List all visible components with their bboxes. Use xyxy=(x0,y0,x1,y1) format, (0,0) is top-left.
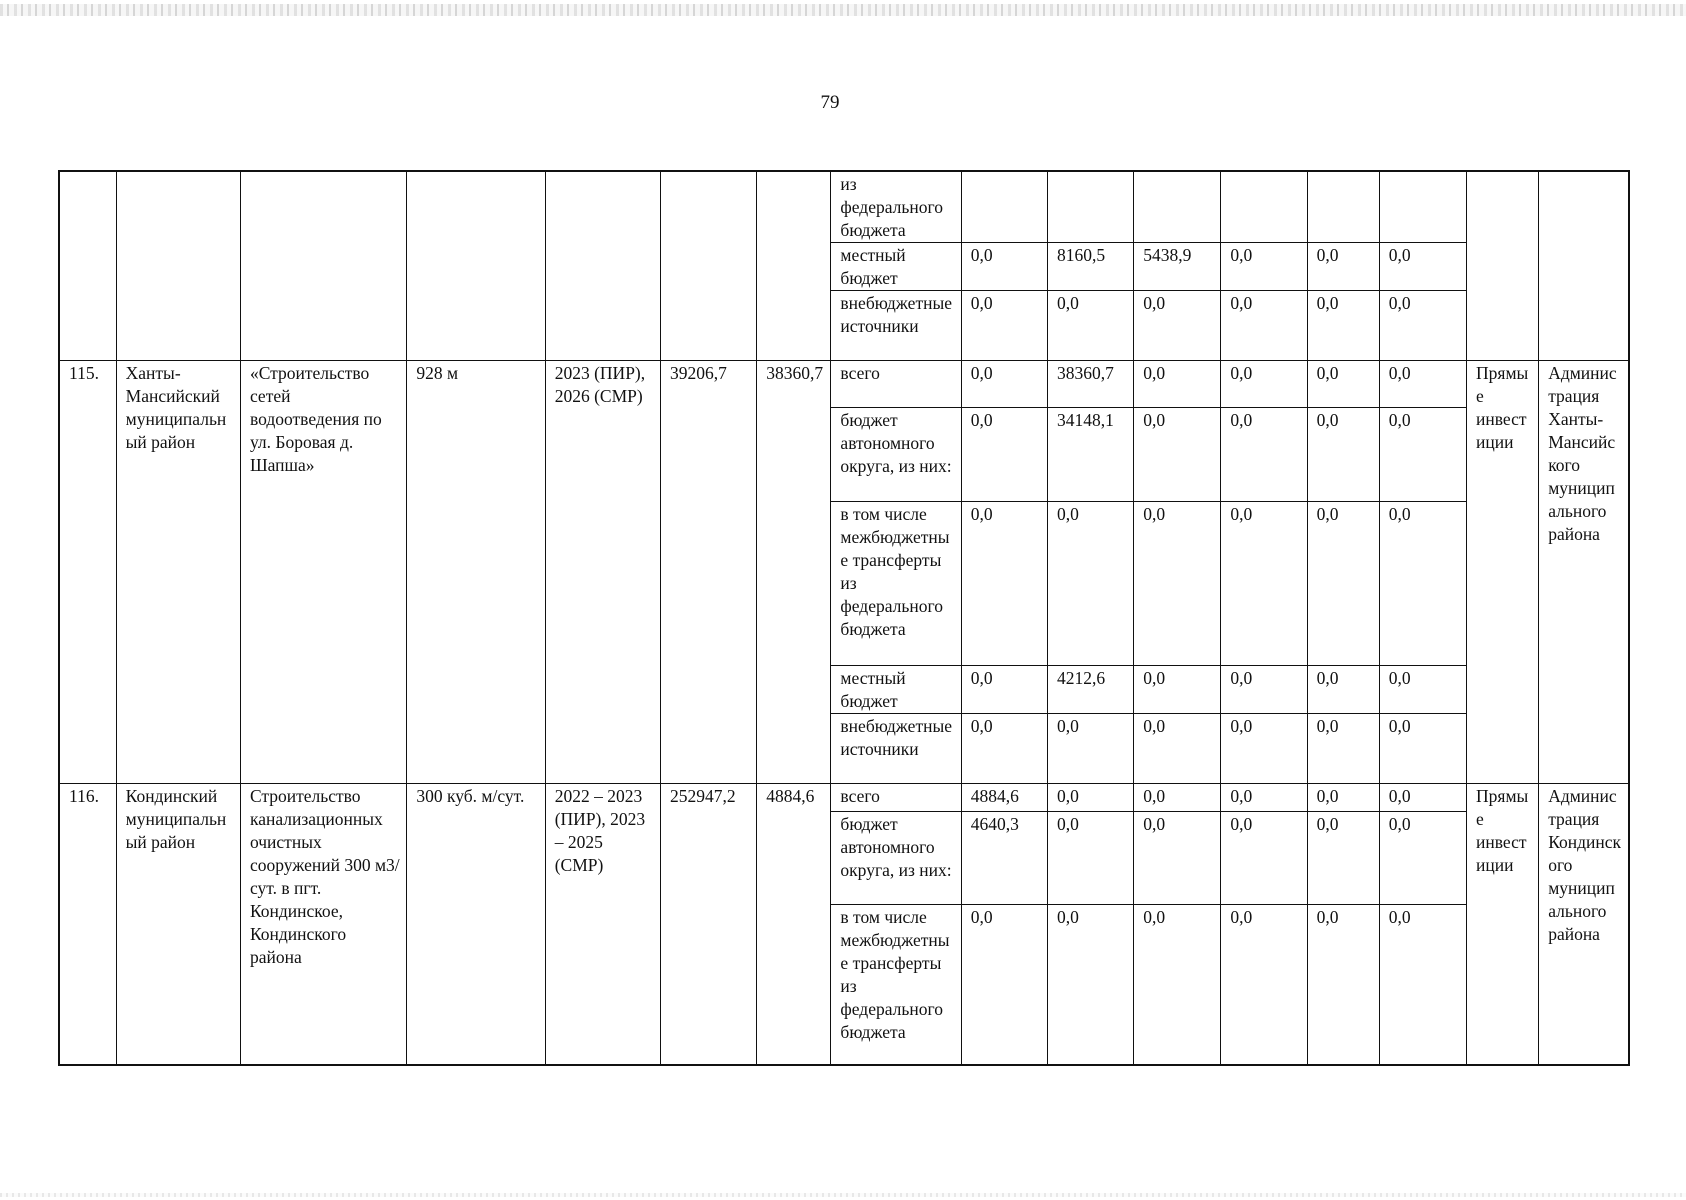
cell-value: 0,0 xyxy=(961,501,1047,665)
cell-value: 0,0 xyxy=(1379,501,1466,665)
cell-responsible: Администрация Кондинского муниципального района xyxy=(1539,783,1629,1065)
cell-value: 0,0 xyxy=(1221,501,1307,665)
cell-investment-form: Прямые инвестиции xyxy=(1467,783,1539,1065)
cell-remaining-cost: 38360,7 xyxy=(757,361,831,784)
cell-value xyxy=(1307,171,1379,243)
cell-value: 0,0 xyxy=(1307,501,1379,665)
cell-estimated-cost xyxy=(661,171,757,361)
cell-value: 0,0 xyxy=(1379,665,1466,713)
cell-estimated-cost: 252947,2 xyxy=(661,783,757,1065)
cell-value: 0,0 xyxy=(1307,783,1379,811)
cell-capacity: 928 м xyxy=(407,361,545,784)
cell-remaining-cost: 4884,6 xyxy=(757,783,831,1065)
scan-edge-bottom xyxy=(0,1193,1686,1197)
cell-value: 0,0 xyxy=(961,905,1047,1065)
cell-period xyxy=(545,171,660,361)
cell-value: 0,0 xyxy=(1307,408,1379,501)
cell-value: 0,0 xyxy=(1221,713,1307,783)
cell-value: 0,0 xyxy=(1047,812,1133,905)
cell-value: 0,0 xyxy=(1221,243,1307,291)
cell-source: внебюджетные источники xyxy=(831,291,961,361)
cell-source: местный бюджет xyxy=(831,243,961,291)
cell-value: 0,0 xyxy=(1134,501,1221,665)
cell-number: 116. xyxy=(59,783,116,1065)
cell-object: «Строительство сетей водоотведения по ул. Боровая д. Шапша» xyxy=(240,361,406,784)
cell-value: 0,0 xyxy=(961,408,1047,501)
cell-source: бюджет автономного округа, из них: xyxy=(831,408,961,501)
cell-district: Кондинский муниципальный район xyxy=(116,783,240,1065)
cell-source: всего xyxy=(831,783,961,811)
cell-value: 4884,6 xyxy=(961,783,1047,811)
cell-value: 5438,9 xyxy=(1134,243,1221,291)
cell-period: 2022 – 2023 (ПИР), 2023 – 2025 (СМР) xyxy=(545,783,660,1065)
cell-value: 0,0 xyxy=(1134,783,1221,811)
cell-responsible xyxy=(1539,171,1629,361)
cell-investment-form: Прямые инвестиции xyxy=(1467,361,1539,784)
cell-value: 0,0 xyxy=(1134,291,1221,361)
cell-value: 0,0 xyxy=(1379,783,1466,811)
cell-value: 0,0 xyxy=(1379,713,1466,783)
cell-value xyxy=(1134,171,1221,243)
cell-responsible: Администрация Ханты-Мансийского муниципального района xyxy=(1539,361,1629,784)
cell-capacity xyxy=(407,171,545,361)
cell-source: бюджет автономного округа, из них: xyxy=(831,812,961,905)
scan-edge-top xyxy=(0,4,1686,16)
cell-value: 0,0 xyxy=(1221,665,1307,713)
cell-value: 0,0 xyxy=(1379,408,1466,501)
cell-value: 0,0 xyxy=(1379,905,1466,1065)
cell-value: 0,0 xyxy=(1134,905,1221,1065)
cell-value xyxy=(1047,171,1133,243)
cell-value xyxy=(1379,171,1466,243)
cell-value: 0,0 xyxy=(1221,783,1307,811)
cell-value: 0,0 xyxy=(961,665,1047,713)
cell-value: 0,0 xyxy=(1134,812,1221,905)
cell-capacity: 300 куб. м/сут. xyxy=(407,783,545,1065)
cell-value xyxy=(1221,171,1307,243)
cell-value: 4212,6 xyxy=(1047,665,1133,713)
cell-value: 0,0 xyxy=(1379,291,1466,361)
cell-value: 0,0 xyxy=(1134,361,1221,408)
cell-value: 0,0 xyxy=(1047,905,1133,1065)
cell-value: 0,0 xyxy=(1307,243,1379,291)
cell-source: местный бюджет xyxy=(831,665,961,713)
cell-value: 0,0 xyxy=(1379,243,1466,291)
cell-value: 0,0 xyxy=(1221,361,1307,408)
cell-value: 0,0 xyxy=(1307,812,1379,905)
cell-value: 0,0 xyxy=(1221,291,1307,361)
cell-value: 0,0 xyxy=(1047,501,1133,665)
cell-source: всего xyxy=(831,361,961,408)
cell-value: 0,0 xyxy=(1221,905,1307,1065)
table-row xyxy=(59,783,1629,811)
cell-value: 34148,1 xyxy=(1047,408,1133,501)
cell-value: 0,0 xyxy=(1307,291,1379,361)
cell-value: 0,0 xyxy=(1134,713,1221,783)
cell-source: в том числе межбюджетные трансферты из федерального бюджета xyxy=(831,905,961,1065)
cell-value: 0,0 xyxy=(1221,812,1307,905)
cell-value: 0,0 xyxy=(1134,408,1221,501)
cell-district xyxy=(116,171,240,361)
investment-table xyxy=(58,170,1630,1066)
cell-value: 0,0 xyxy=(961,361,1047,408)
cell-value: 38360,7 xyxy=(1047,361,1133,408)
page-number: 79 xyxy=(820,92,840,113)
cell-value: 8160,5 xyxy=(1047,243,1133,291)
cell-object: Строительство канализационных очистных сооружений 300 м3/сут. в пгт. Кондинское, Кондинского района xyxy=(240,783,406,1065)
cell-source: из федерального бюджета xyxy=(831,171,961,243)
cell-value: 0,0 xyxy=(1221,408,1307,501)
cell-value: 0,0 xyxy=(1379,812,1466,905)
cell-value: 0,0 xyxy=(1307,713,1379,783)
cell-source: в том числе межбюджетные трансферты из федерального бюджета xyxy=(831,501,961,665)
cell-value: 0,0 xyxy=(1307,905,1379,1065)
cell-value: 0,0 xyxy=(1134,665,1221,713)
cell-value: 0,0 xyxy=(1307,665,1379,713)
cell-remaining-cost xyxy=(757,171,831,361)
cell-value: 0,0 xyxy=(1047,291,1133,361)
cell-value xyxy=(961,171,1047,243)
cell-object xyxy=(240,171,406,361)
cell-district: Ханты-Мансийский муниципальный район xyxy=(116,361,240,784)
cell-value: 0,0 xyxy=(1047,713,1133,783)
cell-number: 115. xyxy=(59,361,116,784)
table-row xyxy=(59,171,1629,243)
cell-value: 0,0 xyxy=(961,713,1047,783)
cell-value: 0,0 xyxy=(961,243,1047,291)
cell-number xyxy=(59,171,116,361)
cell-value: 4640,3 xyxy=(961,812,1047,905)
table-row xyxy=(59,361,1629,408)
cell-period: 2023 (ПИР), 2026 (СМР) xyxy=(545,361,660,784)
cell-source: внебюджетные источники xyxy=(831,713,961,783)
cell-value: 0,0 xyxy=(1047,783,1133,811)
cell-investment-form xyxy=(1467,171,1539,361)
cell-value: 0,0 xyxy=(1379,361,1466,408)
cell-value: 0,0 xyxy=(961,291,1047,361)
cell-value: 0,0 xyxy=(1307,361,1379,408)
cell-estimated-cost: 39206,7 xyxy=(661,361,757,784)
